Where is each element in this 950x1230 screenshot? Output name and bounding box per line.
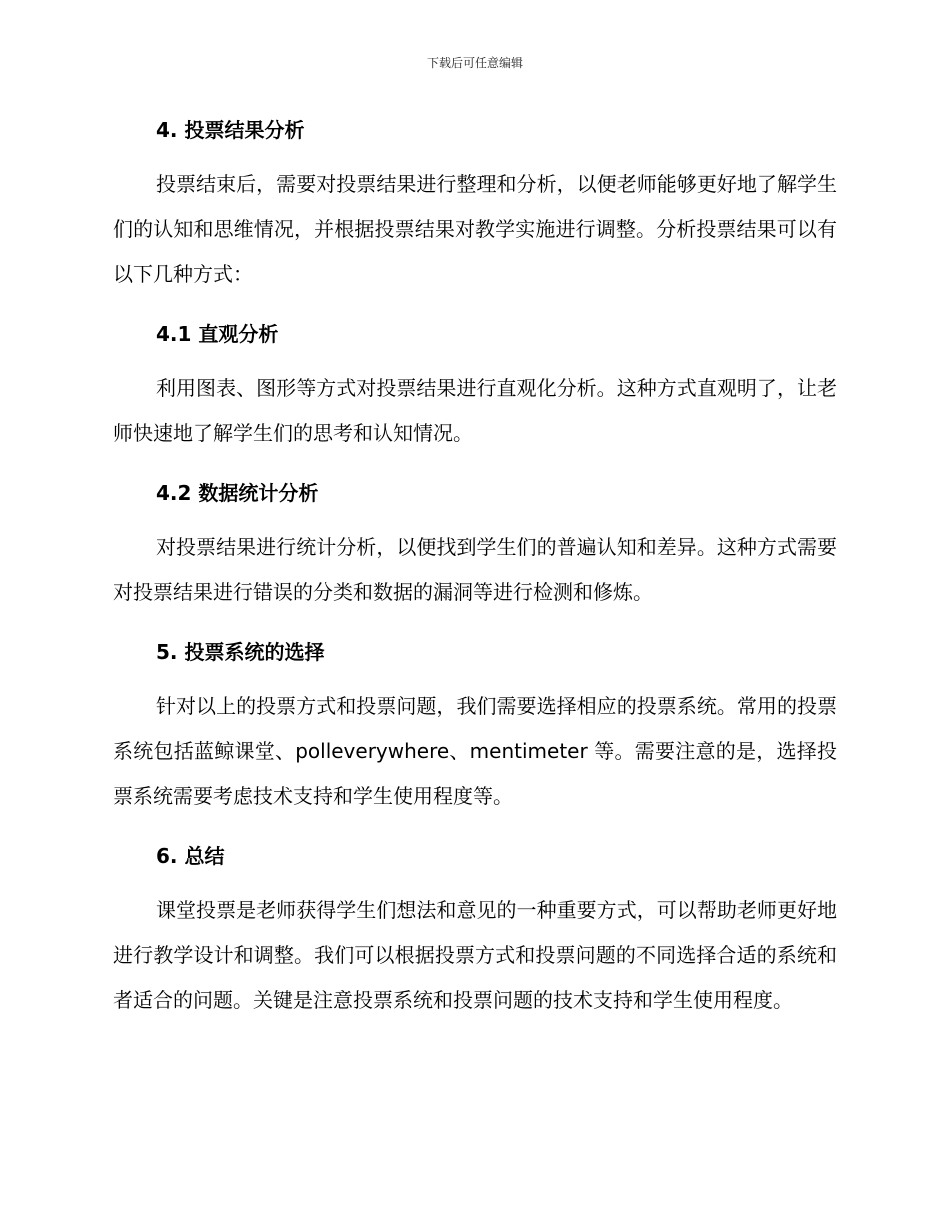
section-heading: 4.1 直观分析 — [156, 322, 279, 346]
section-paragraph: 利用图表、图形等方式对投票结果进行直观化分析。这种方式直观明了，让老师快速地了解学生们的思考和认知情况。 — [113, 376, 837, 445]
section-heading: 6. 总结 — [156, 844, 225, 868]
section-summary — [113, 836, 837, 1023]
section-paragraph: 针对以上的投票方式和投票问题，我们需要选择相应的投票系统。常用的投票系统包括蓝鲸课堂、polleverywhere、mentimeter 等。需要注意的是，选择投票系统需要考虑技术支持和学生使用程度等。 — [113, 694, 837, 808]
section-paragraph: 投票结束后，需要对投票结果进行整理和分析，以便老师能够更好地了解学生们的认知和思维情况，并根据投票结果对教学实施进行调整。分析投票结果可以有以下几种方式： — [113, 172, 837, 286]
section-heading: 4. 投票结果分析 — [156, 118, 305, 142]
document-body — [113, 110, 837, 1040]
section-paragraph: 课堂投票是老师获得学生们想法和意见的一种重要方式，可以帮助老师更好地进行教学设计和调整。我们可以根据投票方式和投票问题的不同选择合适的系统和者适合的问题。关键是注意投票系统和投票问题的技术支持和学生使用程度。 — [113, 898, 837, 1012]
section-vote-result-analysis — [113, 110, 837, 297]
section-heading: 5. 投票系统的选择 — [156, 640, 325, 664]
section-statistical-analysis — [113, 473, 837, 615]
section-intuitive-analysis — [113, 314, 837, 456]
section-paragraph: 对投票结果进行统计分析，以便找到学生们的普遍认知和差异。这种方式需要对投票结果进行错误的分类和数据的漏洞等进行检测和修炼。 — [113, 535, 837, 604]
section-voting-system-choice — [113, 632, 837, 819]
page-header-note: 下载后可任意编辑 — [426, 56, 523, 70]
section-heading: 4.2 数据统计分析 — [156, 481, 319, 505]
